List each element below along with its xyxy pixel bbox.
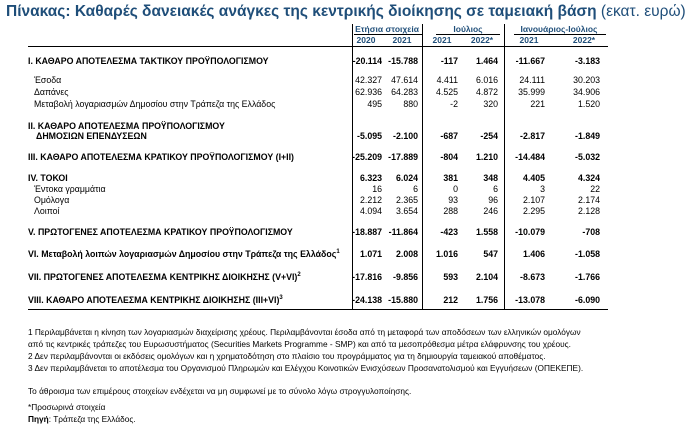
table-cell: 593 [443,272,458,282]
header-rule [354,34,422,35]
table-cell: -8.673 [520,272,545,282]
column-group-header: Ιούλιος [453,24,483,34]
table-cell: 212 [443,295,458,305]
table-cell: -687 [440,131,458,141]
table-cell: 3 [540,184,545,194]
table-cell: 1.520 [577,99,600,109]
table-cell: 16 [372,184,382,194]
table-cell: 4.872 [475,87,498,97]
table-cell: -11.667 [515,56,545,66]
title-unit: (εκατ. ευρώ) [600,3,686,20]
table-cell: -708 [582,227,600,237]
table-cell: -13.078 [515,295,545,305]
table-cell: -2 [450,99,458,109]
table-cell: -20.114 [352,56,382,66]
table-cell: 4.324 [577,173,600,183]
table-cell: 246 [483,206,498,216]
source-text: : Τράπεζα της Ελλάδος. [48,414,136,424]
column-separator [422,24,423,309]
table-cell: 34.906 [573,87,600,97]
table-bottom-rule [28,309,608,310]
source-label: Πηγή [28,414,49,424]
table-cell: 495 [367,99,382,109]
table-cell: 4.405 [522,173,545,183]
row-label: Μεταβολή λογαριασμών Δημοσίου στην Τράπεζα της Ελλάδος [34,99,276,109]
table-cell: -1.849 [575,131,600,141]
row-label [28,295,283,305]
table-cell: -9.856 [393,272,418,282]
table-cell: 93 [448,195,458,205]
row-label [28,272,301,282]
row-label: Έσοδα [34,75,62,85]
table-cell: -2.817 [520,131,545,141]
table-cell: -117 [440,56,458,66]
table-cell: -17.816 [352,272,382,282]
row-label: Έντοκα γραμμάτια [34,184,106,194]
table-cell: 221 [530,99,545,109]
table-cell: 0 [453,184,458,194]
footnote-1-cont: από τις κεντρικές τράπεζες του Ευρωσυστήματος (Securities Markets Programme - SMP) και από τα μεσοπρόθεσμα μέτρα ελάφρυνσης του χρέους. [28,339,571,349]
row-label-text: VIII. ΚΑΘΑΡΟ ΑΠΟΤΕΛΕΣΜΑ ΚΕΝΤΡΙΚΗΣ ΔΙΟΙΚΗΣΗΣ (ΙΙΙ+VI) [28,295,280,305]
footnote-1: 1 Περιλαμβάνεται η κίνηση των λογαριασμών διαχείρισης χρέους. Περιλαμβάνονται έσοδα από τη μεταφορά των αποδόσεων των ελληνικών ομολόγων [28,327,581,337]
column-separator [504,24,505,309]
table-cell: 6.024 [395,173,418,183]
table-cell: 96 [488,195,498,205]
table-cell: 2.128 [577,206,600,216]
table-cell: 2.104 [475,272,498,282]
row-label: ΙΙΙ. ΚΑΘΑΡΟ ΑΠΟΤΕΛΕΣΜΑ ΚΡΑΤΙΚΟΥ ΠΡΟΫΠΟΛΟΓΙΣΜΟΥ (Ι+ΙΙ) [28,152,294,162]
footnote-marker: 1 [336,249,340,255]
row-label: Ι. ΚΑΘΑΡΟ ΑΠΟΤΕΛΕΣΜΑ ΤΑΚΤΙΚΟΥ ΠΡΟΫΠΟΛΟΓΙΣΜΟΥ [28,56,269,66]
source-note [28,414,136,424]
row-label: Ομόλογα [34,195,70,205]
page-title [6,2,686,21]
table-cell: -2.100 [393,131,418,141]
table-cell: -14.484 [515,152,545,162]
table-top-rule [28,46,608,47]
table-cell: 30.203 [573,75,600,85]
year-header: 2021 [519,35,539,45]
table-cell: -5.095 [357,131,382,141]
year-header: 2022* [572,35,596,45]
header-rule [436,34,500,35]
table-cell: 1.016 [435,249,458,259]
table-cell: -423 [440,227,458,237]
table-cell: 348 [483,173,498,183]
table-cell: -17.889 [388,152,418,162]
table-cell: 547 [483,249,498,259]
table-cell: 24.111 [519,75,545,85]
row-label [28,249,340,259]
table-cell: -18.887 [352,227,382,237]
table-cell: 6 [413,184,418,194]
table-cell: 381 [443,173,458,183]
table-cell: 1.558 [475,227,498,237]
row-label-text: VI. Μεταβολή λοιπών λογαριασμών Δημοσίου στην Τράπεζα της Ελλάδος [28,249,337,259]
table-cell: -1.058 [575,249,600,259]
year-header: 2022* [470,35,494,45]
table-cell: 47.614 [391,75,418,85]
table-cell: -10.079 [515,227,545,237]
table-cell: 1.406 [522,249,545,259]
title-text: Πίνακας: Καθαρές δανειακές ανάγκες της κεντρικής διοίκησης σε ταμειακή βάση [6,3,597,20]
row-label: Λοιποί [34,206,60,216]
table-cell: 22 [590,184,600,194]
table-cell: 3.654 [395,206,418,216]
footnote-2: 2 Δεν περιλαμβάνονται οι εκδόσεις ομολόγων και η χρηματοδότηση στο πλαίσιο του προγράμματος για τη δημιουργία ταμειακού αποθέματος. [28,351,546,361]
table-cell: 4.525 [435,87,458,97]
year-header: 2021 [392,35,412,45]
table-cell: -15.788 [388,56,418,66]
table-cell: 6 [493,184,498,194]
row-label: V. ΠΡΩΤΟΓΕΝΕΣ ΑΠΟΤΕΛΕΣΜΑ ΚΡΑΤΙΚΟΥ ΠΡΟΫΠΟΛΟΓΙΣΜΟΥ [28,227,293,237]
table-cell: 320 [483,99,498,109]
provisional-note: *Προσωρινά στοιχεία [28,402,106,412]
table-cell: 880 [403,99,418,109]
table-cell: 1.071 [359,249,382,259]
table-cell: -804 [440,152,458,162]
table-cell: 2.107 [522,195,545,205]
table-cell: 2.008 [395,249,418,259]
table-cell: 2.212 [359,195,382,205]
row-label-text: VII. ΠΡΩΤΟΓΕΝΕΣ ΑΠΟΤΕΛΕΣΜΑ ΚΕΝΤΡΙΚΗΣ ΔΙΟΙΚΗΣΗΣ (V+VI) [28,272,298,282]
table-cell: 4.094 [359,206,382,216]
table-cell: 1.210 [475,152,498,162]
table-cell: 42.327 [355,75,382,85]
table-cell: 6.323 [359,173,382,183]
row-label: Δαπάνες [34,87,69,97]
column-group-header: Ετήσια στοιχεία [355,24,419,34]
footnote-3: 3 Δεν περιλαμβάνεται το αποτέλεσμα του Οργανισμού Πληρωμών και Ελέγχου Κοινοτικών Ενισχύσεων Προσανατολισμού και Εγγυήσεων (ΟΠΕΚΕΠΕ). [28,363,584,373]
header-rule [514,34,606,35]
table-cell: 2.174 [577,195,600,205]
row-label: ΔΗΜΟΣΙΩΝ ΕΠΕΝΔΥΣΕΩΝ [36,131,147,141]
table-cell: -24.138 [352,295,382,305]
table-cell: 1.756 [475,295,498,305]
rounding-note: Το άθροισμα των επιμέρους στοιχείων ενδέχεται να μη συμφωνεί με το σύνολο λόγω στρογγυλοποίησης. [28,386,412,396]
table-cell: 62.936 [355,87,382,97]
table-cell: 2.365 [395,195,418,205]
table-cell: 4.411 [436,75,458,85]
table-cell: -6.090 [575,295,600,305]
year-header: 2020 [356,35,376,45]
table-cell: -254 [480,131,498,141]
table-cell: 1.464 [475,56,498,66]
table-cell: 35.999 [518,87,545,97]
row-label: ΙΙ. ΚΑΘΑΡΟ ΑΠΟΤΕΛΕΣΜΑ ΠΡΟΫΠΟΛΟΓΙΣΜΟΥ [28,121,225,131]
table-cell: 64.283 [391,87,418,97]
table-cell: 6.016 [475,75,498,85]
row-label: IV. ΤΟΚΟΙ [28,173,68,183]
table-cell: -11.864 [388,227,418,237]
table-cell: -1.766 [575,272,600,282]
table-cell: -3.183 [575,56,600,66]
year-header: 2021 [432,35,452,45]
column-group-header: Ιανουάριος-Ιούλιος [520,24,598,34]
column-separator [352,24,353,309]
table-cell: -5.032 [575,152,600,162]
footnote-marker: 3 [279,295,283,301]
footnote-marker: 2 [297,272,301,278]
table-cell: -25.209 [352,152,382,162]
table-cell: -15.880 [388,295,418,305]
table-cell: 288 [443,206,458,216]
table-cell: 2.295 [522,206,545,216]
